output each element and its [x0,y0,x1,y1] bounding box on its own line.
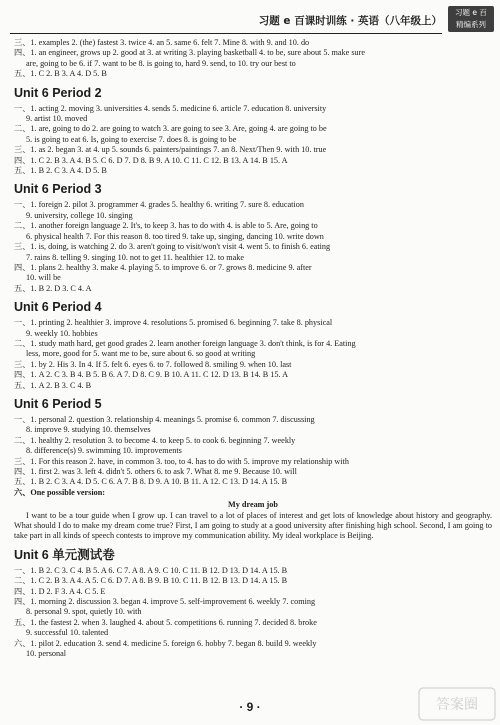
answer-line: 一、1. B 2. C 3. C 4. B 5. A 6. C 7. A 8. A 9. C 10. C 11. B 12. D 13. D 14. A 15. B [14,565,288,575]
answer-line: 一、1. personal 2. question 3. relationship 4. meanings 5. promise 6. common 7. discussing [14,414,315,424]
unit-heading: Unit 6 Period 3 [14,182,102,197]
answer-line-continued: 9. successful 10. talented [26,628,109,638]
header-divider [10,33,442,34]
answer-line: 四、1. an engineer, grows up 2. good at 3. at writing 3. playing basketball 4. to be, sure about 5. make sure [14,48,365,58]
answer-line: 三、1. examples 2. (the) fastest 3. twice 4. an 5. same 6. felt 7. Mine 8. with 9. and 10. do [14,38,310,47]
answer-line: 五、1. B 2. C 3. A 4. D 5. C 6. A 7. B 8. D 9. A 10. B 11. A 12. C 13. D 14. A 15. B [14,477,288,487]
answer-line: 二、1. are, going to do 2. are going to watch 3. are going to see 3. Are, going 4. are going to be [14,124,327,134]
series-badge [448,6,494,32]
answer-line: 一、1. foreign 2. pilot 3. programmer 4. grades 5. healthy 6. writing 7. sure 8. education [14,200,304,210]
answer-line: 二、1. another foreign language 2. It's, to keep 3. has to do with 4. is able to 5. Are, going to [14,221,318,231]
answer-line-continued: 5. is going to eat 6. Is, going to exercise 7. does 8. is going to be [26,134,237,144]
answer-line: 三、1. as 2. began 3. at 4. up 5. sounds 6. painters/paintings 7. an 8. Next/Then 9. with 10. true [14,145,327,155]
answer-line: 五、1. A 2. B 3. C 4. B [14,380,92,390]
answer-line-continued: 10. personal [26,649,67,659]
unit-heading: Unit 6 Period 5 [14,396,102,411]
answer-line: 六、One possible version: [14,487,105,497]
answer-line-continued: less, more, good for 5. want me to be, sure about 6. so good at writing [26,349,256,359]
answer-line: 四、1. morning 2. discussion 3. began 4. improve 5. self-improvement 6. weekly 7. coming [14,597,316,607]
answer-line: 四、1. A 2. C 3. B 4. B 5. B 6. A 7. D 8. C 9. B 10. A 11. C 12. D 13. B 14. B 15. A [14,370,289,380]
answer-key-content [14,38,492,660]
answer-line-continued: are, going to be 6. if 7. want to be 8. is going to, hard 9. send, to 10. try our best to [26,58,296,68]
answer-line: 三、1. is, doing, is watching 2. do 3. aren't going to visit/won't visit 4. went 5. to finish 6. eating [14,242,331,252]
watermark-logo [418,687,496,721]
answer-line-continued: 9. weekly 10. hobbies [26,328,98,338]
answer-line-continued: 6. physical health 7. For this reason 8. too tired 9. take up, singing, dancing 10. write down [26,231,324,241]
page-header [0,0,500,38]
answer-line: 五、1. the fastest 2. when 3. laughed 4. about 5. competitions 6. running 7. decided 8. broke [14,617,317,627]
answer-line-continued: 8. improve 9. studying 10. themselves [26,425,151,435]
answer-line: 四、1. plans 2. healthy 3. make 4. playing 5. to improve 6. or 7. grows 8. medicine 9. after [14,262,312,272]
answer-line: 六、1. pilot 2. education 3. send 4. medicine 5. foreign 6. hobby 7. began 8. build 9. weekly [14,638,317,648]
answer-line: 二、1. C 2. B 3. A 4. A 5. C 6. D 7. A 8. B 9. B 10. C 11. B 12. B 13. D 14. A 15. B [14,576,288,586]
unit-heading: Unit 6 Period 4 [14,300,102,315]
answer-line: 一、1. acting 2. moving 3. universities 4. sends 5. medicine 6. article 7. education 8. university [14,103,327,113]
watermark-text: 答案圈 [436,697,478,713]
badge-line-2: 精编系列 [456,20,486,29]
answer-line: 五、1. B 2. C 3. A 4. D 5. B [14,166,107,176]
answer-line-continued: 8. difference(s) 9. swimming 10. improvements [26,446,182,456]
answer-line: 四、1. first 2. was 3. left 4. didn't 5. others 6. to ask 7. What 8. me 9. Because 10. will [14,467,297,476]
unit-heading: Unit 6 单元测试卷 [14,547,115,562]
badge-line-1: 习题 e 百 [455,8,487,17]
book-title: 习题 e 百课时训练 · 英语（八年级上） [258,15,442,27]
answer-line-continued: 9. artist 10. moved [26,114,88,124]
answer-line: 三、1. by 2. His 3. In 4. If 5. felt 6. eyes 6. to 7. followed 8. smiling 9. when 10. last [14,359,292,369]
answer-line-continued: 7. rains 8. telling 9. singing 10. not to get 11. healthier 12. to make [26,252,244,262]
page-number: · 9 · [239,700,261,714]
answer-line-continued: 8. personal 9. spot, quietly 10. with [26,607,142,617]
unit-heading: Unit 6 Period 2 [14,85,102,100]
answer-line: 二、1. healthy 2. resolution 3. to become 4. to keep 5. to cook 6. beginning 7. weekly [14,435,296,445]
answer-line: 三、1. For this reason 2. have, in common 3. too, to 4. has to do with 5. improve my relationship with [14,456,349,466]
answer-line: 二、1. study math hard, get good grades 2. learn another foreign language 3. don't think, is for 4. Eating [14,338,356,348]
answer-line: 四、1. C 2. B 3. A 4. B 5. C 6. D 7. D 8. B 9. A 10. C 11. C 12. B 13. A 14. B 15. A [14,155,288,165]
answer-line-continued: 9. university, college 10. singing [26,210,133,220]
answer-line: 五、1. C 2. B 3. A 4. D 5. B [14,69,107,79]
answer-line-continued: 10. will be [26,273,61,283]
answer-line: 一、1. printing 2. healthier 3. improve 4. resolutions 5. promised 6. beginning 7. take 8. physical [14,318,333,328]
answer-line: 五、1. B 2. D 3. C 4. A [14,283,92,293]
essay-paragraph: I want to be a tour guide when I grow up. I can travel to a lot of places of interest and get lots of knowledge about history and geography. What should I do to make my dream come true? First, I am going to study at a good university after finishing high school. Second, I am going to take part in all kinds of speech contests to improve my communication ability. My ideal workplace is Beijing. [14,510,492,541]
essay-title: My dream job [228,500,278,510]
answer-line: 四、1. D 2. F 3. A 4. C 5. E [14,586,106,596]
